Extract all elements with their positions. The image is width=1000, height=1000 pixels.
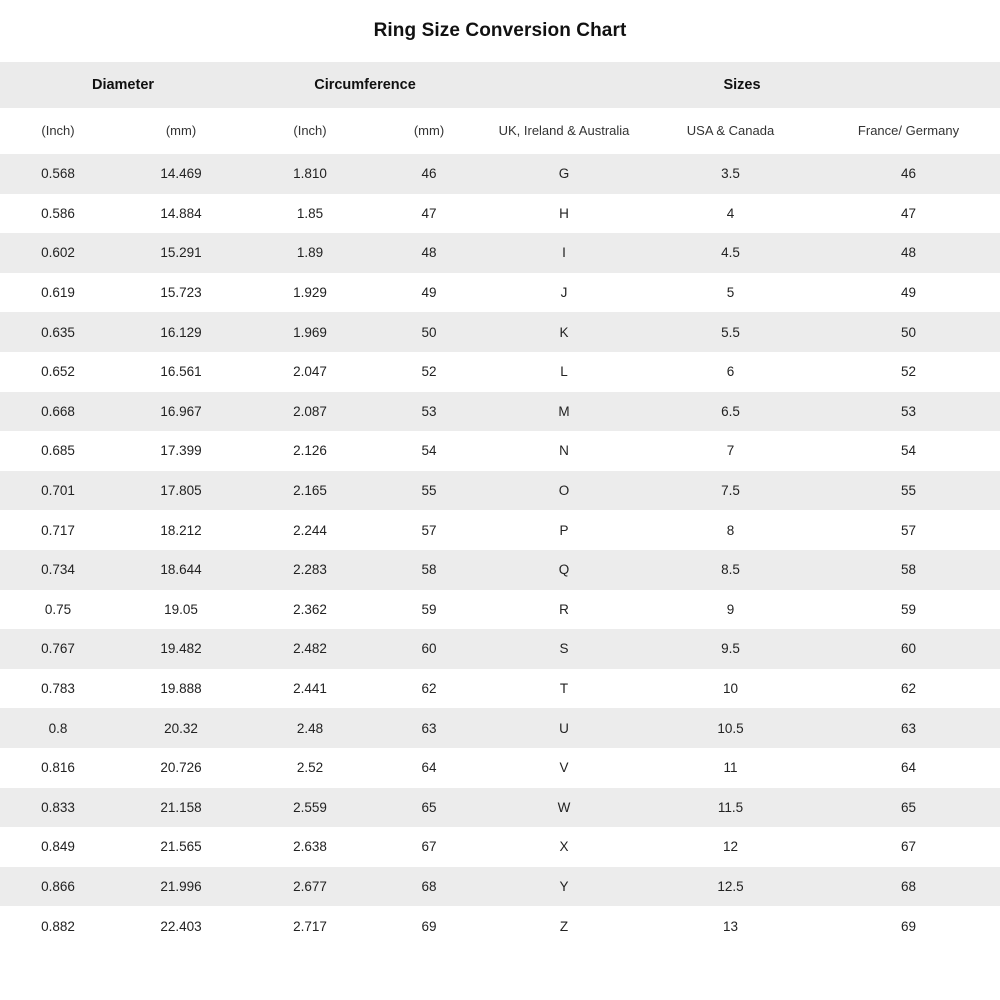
table-cell: 18.212 — [116, 510, 246, 550]
table-cell: 57 — [817, 510, 1000, 550]
table-cell: 19.482 — [116, 629, 246, 669]
table-cell: 12.5 — [644, 867, 817, 907]
table-cell: Z — [484, 906, 644, 946]
table-cell: 1.89 — [246, 233, 374, 273]
table-cell: 2.441 — [246, 669, 374, 709]
table-cell: 48 — [817, 233, 1000, 273]
table-cell: 2.638 — [246, 827, 374, 867]
table-row — [0, 906, 1000, 946]
table-cell: 2.165 — [246, 471, 374, 511]
table-cell: 22.403 — [116, 906, 246, 946]
table-cell: 0.75 — [0, 590, 116, 630]
table-cell: 16.129 — [116, 312, 246, 352]
sub-header-france-germany: France/ Germany — [817, 108, 1000, 154]
table-cell: 55 — [374, 471, 484, 511]
table-cell: 0.652 — [0, 352, 116, 392]
table-cell: 14.469 — [116, 154, 246, 194]
table-cell: 19.05 — [116, 590, 246, 630]
table-cell: 59 — [817, 590, 1000, 630]
group-header-sizes: Sizes — [484, 62, 1000, 108]
table-cell: 21.565 — [116, 827, 246, 867]
table-cell: 48 — [374, 233, 484, 273]
table-cell: 19.888 — [116, 669, 246, 709]
table-cell: 16.561 — [116, 352, 246, 392]
table-cell: S — [484, 629, 644, 669]
table-cell: 0.8 — [0, 708, 116, 748]
table-cell: 0.602 — [0, 233, 116, 273]
table-cell: J — [484, 273, 644, 313]
table-cell: 8.5 — [644, 550, 817, 590]
table-cell: 49 — [374, 273, 484, 313]
table-cell: 10 — [644, 669, 817, 709]
table-body — [0, 154, 1000, 946]
table-cell: 9.5 — [644, 629, 817, 669]
table-cell: 69 — [817, 906, 1000, 946]
table-cell: 1.85 — [246, 194, 374, 234]
table-cell: 0.685 — [0, 431, 116, 471]
table-cell: 65 — [374, 788, 484, 828]
table-row — [0, 471, 1000, 511]
table-cell: 20.726 — [116, 748, 246, 788]
table-cell: 10.5 — [644, 708, 817, 748]
table-cell: 0.882 — [0, 906, 116, 946]
table-cell: M — [484, 392, 644, 432]
table-row — [0, 510, 1000, 550]
table-cell: 16.967 — [116, 392, 246, 432]
table-head — [0, 62, 1000, 154]
table-cell: 67 — [374, 827, 484, 867]
table-cell: 60 — [374, 629, 484, 669]
table-cell: 50 — [817, 312, 1000, 352]
sub-header-uk-ireland-australia: UK, Ireland & Australia — [484, 108, 644, 154]
table-cell: 57 — [374, 510, 484, 550]
table-cell: 53 — [374, 392, 484, 432]
table-cell: 68 — [374, 867, 484, 907]
sub-header-circumference-mm: (mm) — [374, 108, 484, 154]
table-cell: R — [484, 590, 644, 630]
table-cell: 0.701 — [0, 471, 116, 511]
table-cell: 6 — [644, 352, 817, 392]
page-title: Ring Size Conversion Chart — [373, 20, 627, 41]
table-row — [0, 827, 1000, 867]
sub-header-circumference-inch: (Inch) — [246, 108, 374, 154]
sub-header-usa-canada: USA & Canada — [644, 108, 817, 154]
table-cell: 20.32 — [116, 708, 246, 748]
table-cell: 0.783 — [0, 669, 116, 709]
table-cell: V — [484, 748, 644, 788]
table-cell: 17.805 — [116, 471, 246, 511]
table-cell: 0.668 — [0, 392, 116, 432]
table-row — [0, 233, 1000, 273]
table-cell: 2.087 — [246, 392, 374, 432]
table-cell: 0.586 — [0, 194, 116, 234]
table-cell: 58 — [374, 550, 484, 590]
table-sub-header-row — [0, 108, 1000, 154]
table-cell: 11.5 — [644, 788, 817, 828]
table-cell: 2.48 — [246, 708, 374, 748]
table-row — [0, 590, 1000, 630]
table-cell: 5.5 — [644, 312, 817, 352]
table-row — [0, 708, 1000, 748]
table-row — [0, 312, 1000, 352]
table-cell: I — [484, 233, 644, 273]
table-cell: 50 — [374, 312, 484, 352]
table-cell: 62 — [817, 669, 1000, 709]
table-cell: 5 — [644, 273, 817, 313]
table-cell: 64 — [374, 748, 484, 788]
table-cell: Y — [484, 867, 644, 907]
table-cell: 9 — [644, 590, 817, 630]
table-cell: 0.833 — [0, 788, 116, 828]
table-cell: 2.362 — [246, 590, 374, 630]
table-cell: 2.52 — [246, 748, 374, 788]
table-cell: 2.283 — [246, 550, 374, 590]
table-cell: 0.619 — [0, 273, 116, 313]
table-row — [0, 788, 1000, 828]
table-cell: 18.644 — [116, 550, 246, 590]
table-cell: 47 — [374, 194, 484, 234]
table-cell: Q — [484, 550, 644, 590]
table-row — [0, 392, 1000, 432]
table-row — [0, 867, 1000, 907]
sub-header-diameter-mm: (mm) — [116, 108, 246, 154]
table-cell: 11 — [644, 748, 817, 788]
table-cell: 63 — [817, 708, 1000, 748]
table-cell: 63 — [374, 708, 484, 748]
table-cell: 1.810 — [246, 154, 374, 194]
group-header-circumference: Circumference — [246, 62, 484, 108]
table-cell: 65 — [817, 788, 1000, 828]
table-row — [0, 352, 1000, 392]
table-cell: 2.559 — [246, 788, 374, 828]
table-cell: 52 — [817, 352, 1000, 392]
table-cell: 0.717 — [0, 510, 116, 550]
sub-header-diameter-inch: (Inch) — [0, 108, 116, 154]
table-cell: 14.884 — [116, 194, 246, 234]
table-cell: 3.5 — [644, 154, 817, 194]
group-header-diameter: Diameter — [0, 62, 246, 108]
table-cell: 15.291 — [116, 233, 246, 273]
table-cell: 55 — [817, 471, 1000, 511]
table-cell: 12 — [644, 827, 817, 867]
table-cell: H — [484, 194, 644, 234]
table-cell: 69 — [374, 906, 484, 946]
table-cell: U — [484, 708, 644, 748]
table-cell: 2.717 — [246, 906, 374, 946]
table-cell: 1.969 — [246, 312, 374, 352]
table-row — [0, 273, 1000, 313]
table-row — [0, 669, 1000, 709]
table-cell: 17.399 — [116, 431, 246, 471]
table-cell: 21.158 — [116, 788, 246, 828]
table-cell: P — [484, 510, 644, 550]
table-cell: 58 — [817, 550, 1000, 590]
table-cell: 2.482 — [246, 629, 374, 669]
table-cell: 54 — [817, 431, 1000, 471]
table-cell: 2.677 — [246, 867, 374, 907]
table-cell: O — [484, 471, 644, 511]
table-row — [0, 629, 1000, 669]
table-cell: 2.244 — [246, 510, 374, 550]
table-cell: N — [484, 431, 644, 471]
table-cell: 46 — [374, 154, 484, 194]
table-cell: 6.5 — [644, 392, 817, 432]
table-cell: 7 — [644, 431, 817, 471]
table-row — [0, 550, 1000, 590]
table-cell: 47 — [817, 194, 1000, 234]
table-cell: 46 — [817, 154, 1000, 194]
table-cell: 0.635 — [0, 312, 116, 352]
table-row — [0, 431, 1000, 471]
table-cell: 64 — [817, 748, 1000, 788]
table-cell: 54 — [374, 431, 484, 471]
table-cell: 0.568 — [0, 154, 116, 194]
table-cell: 8 — [644, 510, 817, 550]
table-cell: 7.5 — [644, 471, 817, 511]
table-cell: 4.5 — [644, 233, 817, 273]
table-cell: X — [484, 827, 644, 867]
table-cell: 2.047 — [246, 352, 374, 392]
table-cell: 52 — [374, 352, 484, 392]
table-cell: 53 — [817, 392, 1000, 432]
table-cell: 0.849 — [0, 827, 116, 867]
table-row — [0, 748, 1000, 788]
table-cell: 0.816 — [0, 748, 116, 788]
table-cell: W — [484, 788, 644, 828]
table-cell: 2.126 — [246, 431, 374, 471]
table-cell: 67 — [817, 827, 1000, 867]
table-cell: 68 — [817, 867, 1000, 907]
table-cell: 0.734 — [0, 550, 116, 590]
table-cell: 0.767 — [0, 629, 116, 669]
table-cell: T — [484, 669, 644, 709]
table-cell: 4 — [644, 194, 817, 234]
table-cell: 59 — [374, 590, 484, 630]
table-cell: L — [484, 352, 644, 392]
table-cell: 15.723 — [116, 273, 246, 313]
table-group-header-row — [0, 62, 1000, 108]
ring-size-table — [0, 62, 1000, 946]
table-cell: 21.996 — [116, 867, 246, 907]
table-cell: 1.929 — [246, 273, 374, 313]
table-cell: K — [484, 312, 644, 352]
table-row — [0, 154, 1000, 194]
table-cell: 0.866 — [0, 867, 116, 907]
table-cell: 49 — [817, 273, 1000, 313]
table-cell: 13 — [644, 906, 817, 946]
table-cell: 60 — [817, 629, 1000, 669]
table-cell: G — [484, 154, 644, 194]
table-row — [0, 194, 1000, 234]
table-cell: 62 — [374, 669, 484, 709]
